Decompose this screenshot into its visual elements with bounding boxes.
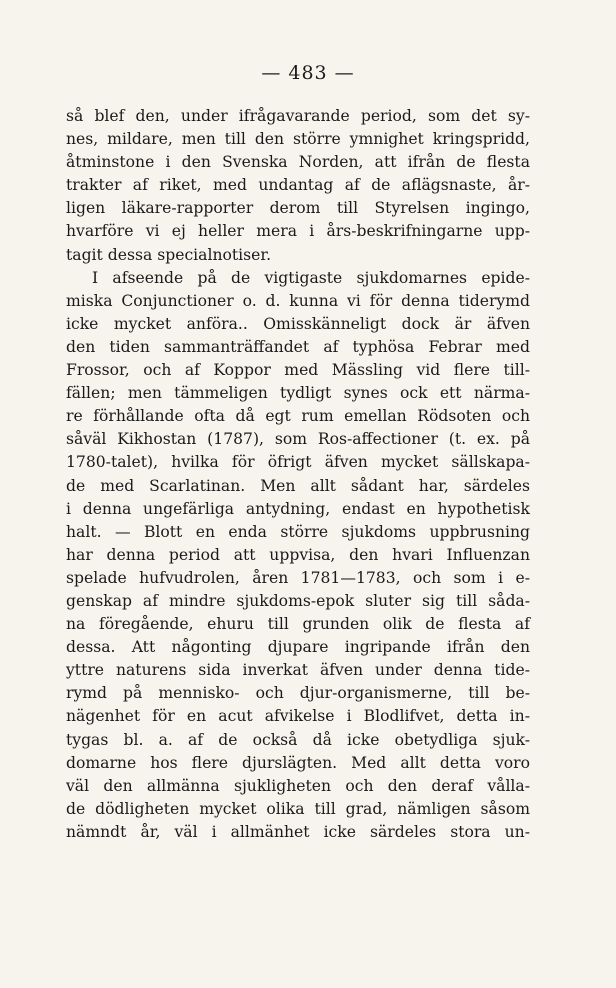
- text-line: väl den allmänna sjukligheten och den deraf vålla-: [66, 776, 530, 795]
- text-line: de dödligheten mycket olika till grad, nämligen såsom: [66, 799, 530, 818]
- body-text: [66, 105, 530, 844]
- text-line: tygas bl. a. af de också då icke obetydliga sjuk-: [66, 730, 530, 749]
- text-line: icke mycket anföra.. Omisskänneligt dock är äfven: [66, 314, 530, 333]
- text-line: hvarföre vi ej heller mera i års-beskrifningarne upp-: [66, 222, 530, 241]
- text-line: såväl Kikhostan (1787), som Ros-affectioner (t. ex. på: [66, 430, 530, 449]
- text-line: trakter af riket, med undantag af de aflägsnaste, år-: [66, 176, 530, 195]
- text-line: spelade hufvudrolen, åren 1781—1783, och som i e-: [66, 568, 530, 587]
- text-line: I afseende på de vigtigaste sjukdomarnes epide-: [92, 268, 530, 287]
- text-line: så blef den, under ifrågavarande period, som det sy-: [66, 107, 530, 125]
- text-line: tagit dessa specialnotiser.: [66, 245, 272, 264]
- text-line: nägenhet för en acut afvikelse i Blodlifvet, detta in-: [66, 707, 530, 726]
- text-line: genskap af mindre sjukdoms-epok sluter sig till såda-: [66, 591, 530, 610]
- text-line: nes, mildare, men till den större ymnighet kringspridd,: [66, 130, 530, 149]
- page-number: — 483 —: [261, 62, 355, 84]
- text-line: de med Scarlatinan. Men allt sådant har, särdeles: [66, 476, 530, 495]
- text-line: fällen; men tämmeligen tydligt synes ock ett närma-: [66, 384, 530, 403]
- text-line: re förhållande ofta då egt rum emellan Rödsoten och: [66, 407, 530, 426]
- text-line: na föregående, ehuru till grunden olik de flesta af: [66, 615, 530, 634]
- text-line: den tiden sammanträffandet af typhösa Febrar med: [66, 337, 530, 356]
- text-line: Frossor, och af Koppor med Mässling vid flere till-: [66, 361, 530, 380]
- text-line: 1780-talet), hvilka för öfrigt äfven mycket sällskapa-: [66, 453, 530, 472]
- text-line: domarne hos flere djurslägten. Med allt detta voro: [66, 753, 530, 772]
- text-line: halt. — Blott en enda större sjukdoms uppbrusning: [66, 522, 530, 541]
- text-line: ligen läkare-rapporter derom till Styrelsen ingingo,: [66, 199, 530, 218]
- text-line: miska Conjunctioner o. d. kunna vi för denna tiderymd: [66, 291, 530, 310]
- text-line: dessa. Att någonting djupare ingripande ifrån den: [66, 638, 530, 657]
- text-line: i denna ungefärliga antydning, endast en hypothetisk: [66, 499, 530, 518]
- text-line: åtminstone i den Svenska Norden, att ifrån de flesta: [66, 153, 530, 172]
- text-line: yttre naturens sida inverkat äfven under denna tide-: [66, 661, 530, 680]
- text-line: nämndt år, väl i allmänhet icke särdeles stora un-: [66, 822, 530, 841]
- text-line: rymd på mennisko- och djur-organismerne, till be-: [66, 684, 530, 703]
- text-line: har denna period att uppvisa, den hvari Influenzan: [66, 545, 530, 564]
